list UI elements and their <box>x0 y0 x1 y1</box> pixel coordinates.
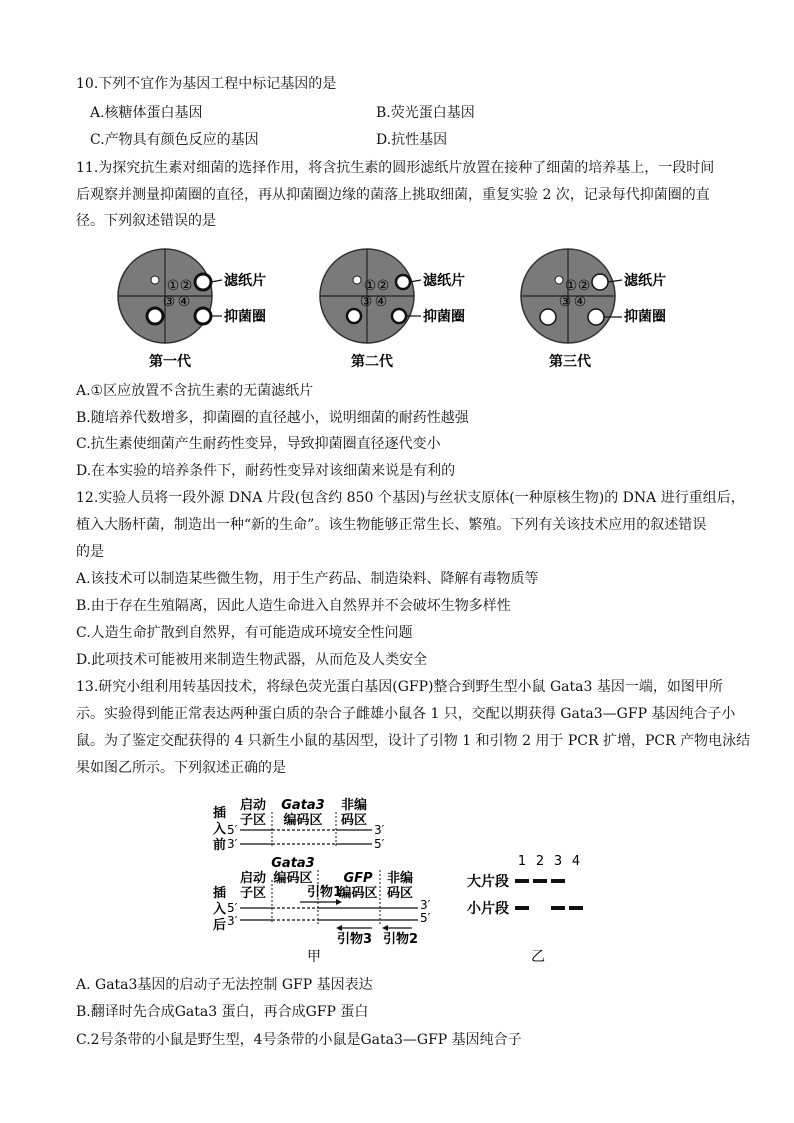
before-noncoding-1: 非编 <box>340 798 368 813</box>
q10-option-d: D.抗性基因 <box>376 132 448 148</box>
q11-stem-line-2: 后观察并测量抑菌圈的直径，再从抑菌圈边缘的菌落上挑取细菌，重复实验 2 次，记录每代抑菌圈的直 <box>76 187 710 203</box>
primer2-label: 引物2 <box>383 932 419 947</box>
before-char-3: 前 <box>213 838 227 853</box>
plate-gen3 <box>521 249 666 370</box>
after-promoter-2: 子区 <box>239 886 267 901</box>
after-coding: 编码区 <box>273 871 313 886</box>
q11-stem-line-1: 11.为探究抗生素对细菌的选择作用，将含抗生素的圆形滤纸片放置在接种了细菌的培养基上，一段时间 <box>76 160 715 176</box>
lane-4: 4 <box>571 854 581 869</box>
before-char-2: 入 <box>213 822 227 837</box>
before-bottom-5end: 5′ <box>374 837 385 851</box>
jia-caption: 甲 <box>307 949 321 965</box>
q10-option-c: C.产物具有颜色反应的基因 <box>90 132 259 148</box>
q13-stem-line-2: 示。实验得到能正常表达两种蛋白质的杂合子雌雄小鼠各 1 只，交配以期获得 Gata3—GFP 基因纯合子小 <box>76 706 736 722</box>
after-bottom-5end: 5′ <box>420 911 431 925</box>
gen2-label-paper: 滤纸片 <box>423 273 465 289</box>
gen1-quadrant-4: ④ <box>177 294 191 310</box>
gen3-quadrant-4: ④ <box>573 294 587 310</box>
gen1-caption: 第一代 <box>149 354 191 370</box>
after-bottom-3end: 3′ <box>227 914 238 928</box>
q10-stem: 10.下列不宜作为基因工程中标记基因的是 <box>76 76 337 92</box>
after-noncoding-2: 码区 <box>386 886 414 901</box>
q13-option-c: C.2号条带的小鼠是野生型，4号条带的小鼠是Gata3—GFP 基因纯合子 <box>76 1032 522 1048</box>
before-noncoding-2: 码区 <box>340 813 368 828</box>
after-promoter-1: 启动 <box>239 871 267 886</box>
figure-jia <box>213 797 431 965</box>
plate-gen2 <box>320 249 465 370</box>
q13-figure <box>0 790 794 970</box>
gen1-label-paper: 滤纸片 <box>224 273 266 289</box>
gen1-quadrant-2: ② <box>179 278 193 294</box>
after-gfp-coding: 编码区 <box>338 886 378 901</box>
gen2-quadrant-1: ① <box>363 278 377 294</box>
before-bottom-3end: 3′ <box>227 837 238 851</box>
gen3-quadrant-2: ② <box>577 278 591 294</box>
q12-option-b: B.由于存在生殖隔离，因此人造生命进入自然界并不会破坏生物多样性 <box>76 598 511 614</box>
before-top-5end: 5′ <box>227 823 238 837</box>
gen2-caption: 第二代 <box>351 354 393 370</box>
q13-option-a: A. Gata3基因的启动子无法控制 GFP 基因表达 <box>76 977 373 993</box>
q13-option-b: B.翻译时先合成Gata3 蛋白，再合成GFP 蛋白 <box>76 1004 369 1020</box>
after-noncoding-1: 非编 <box>386 871 414 886</box>
small-fragment-label: 小片段 <box>467 901 509 917</box>
after-gata3: Gata3 <box>271 856 315 871</box>
lane-1: 1 <box>517 854 527 869</box>
lane-2: 2 <box>535 854 545 869</box>
gen2-quadrant-4: ④ <box>374 294 388 310</box>
before-promoter-1: 启动 <box>239 798 267 813</box>
q12-option-c: C.人造生命扩散到自然界，有可能造成环境安全性问题 <box>76 625 413 641</box>
gen1-label-zone: 抑菌圈 <box>224 309 266 325</box>
q13-stem-line-4: 果如图乙所示。下列叙述正确的是 <box>76 760 286 776</box>
q11-figure <box>0 240 794 375</box>
q11-option-d: D.在本实验的培养条件下，耐药性变异对该细菌来说是有利的 <box>76 463 456 479</box>
gen3-label-paper: 滤纸片 <box>624 273 666 289</box>
after-char-3: 后 <box>213 918 227 933</box>
gen3-caption: 第三代 <box>549 354 591 370</box>
q12-stem-line-3: 的是 <box>76 544 104 560</box>
gen1-quadrant-1: ① <box>166 278 180 294</box>
before-coding: 编码区 <box>283 813 323 828</box>
gen1-quadrant-3: ③ <box>162 294 176 310</box>
q13-stem-line-1: 13.研究小组利用转基因技术，将绿色荧光蛋白基因(GFP)整合到野生型小鼠 Gata3 基因一端，如图甲所 <box>76 679 723 695</box>
after-top-5end: 5′ <box>227 901 238 915</box>
gen2-quadrant-2: ② <box>376 278 390 294</box>
q12-stem-line-1: 12.实验人员将一段外源 DNA 片段(包含约 850 个基因)与丝状支原体(一种原核生物)的 DNA 进行重组后， <box>76 490 745 506</box>
after-char-1: 插 <box>213 886 227 901</box>
gen3-quadrant-1: ① <box>564 278 578 294</box>
after-char-2: 入 <box>213 902 227 917</box>
q10-option-b: B.荧光蛋白基因 <box>376 105 475 121</box>
q11-option-a: A.①区应放置不含抗生素的无菌滤纸片 <box>76 383 314 399</box>
q13-stem-line-3: 鼠。为了鉴定交配获得的 4 只新生小鼠的基因型，设计了引物 1 和引物 2 用于 PCR 扩增，PCR 产物电泳结 <box>76 733 751 749</box>
q11-stem-line-3: 径。下列叙述错误的是 <box>76 213 216 229</box>
after-gfp: GFP <box>343 871 373 886</box>
q11-option-c: C.抗生素使细菌产生耐药性变异，导致抑菌圈直径逐代变小 <box>76 436 441 452</box>
q10-option-a: A.核糖体蛋白基因 <box>90 105 203 121</box>
before-char-1: 插 <box>213 806 227 821</box>
primer3-label: 引物3 <box>337 932 373 947</box>
after-top-3end: 3′ <box>420 898 431 912</box>
gen2-quadrant-3: ③ <box>359 294 373 310</box>
plate-gen1 <box>118 249 266 370</box>
before-top-3end: 3′ <box>374 823 385 837</box>
lane-3: 3 <box>553 854 563 869</box>
before-gata3: Gata3 <box>281 798 325 813</box>
q11-option-b: B.随培养代数增多，抑菌圈的直径越小，说明细菌的耐药性越强 <box>76 410 469 426</box>
q12-stem-line-2: 植入大肠杆菌，制造出一种“新的生命”。该生物能够正常生长、繁殖。下列有关该技术应用的叙述错误 <box>76 517 707 533</box>
large-fragment-label: 大片段 <box>467 874 509 890</box>
yi-caption: 乙 <box>531 949 545 965</box>
before-promoter-2: 子区 <box>239 813 267 828</box>
q12-option-d: D.此项技术可能被用来制造生物武器，从而危及人类安全 <box>76 652 428 668</box>
gen3-quadrant-3: ③ <box>558 294 572 310</box>
primer1-label: 引物1 <box>307 885 343 900</box>
figure-yi <box>467 854 583 965</box>
gen2-label-zone: 抑菌圈 <box>423 309 465 325</box>
q12-option-a: A.该技术可以制造某些微生物，用于生产药品、制造染料、降解有毒物质等 <box>76 571 539 587</box>
gen3-label-zone: 抑菌圈 <box>624 309 666 325</box>
